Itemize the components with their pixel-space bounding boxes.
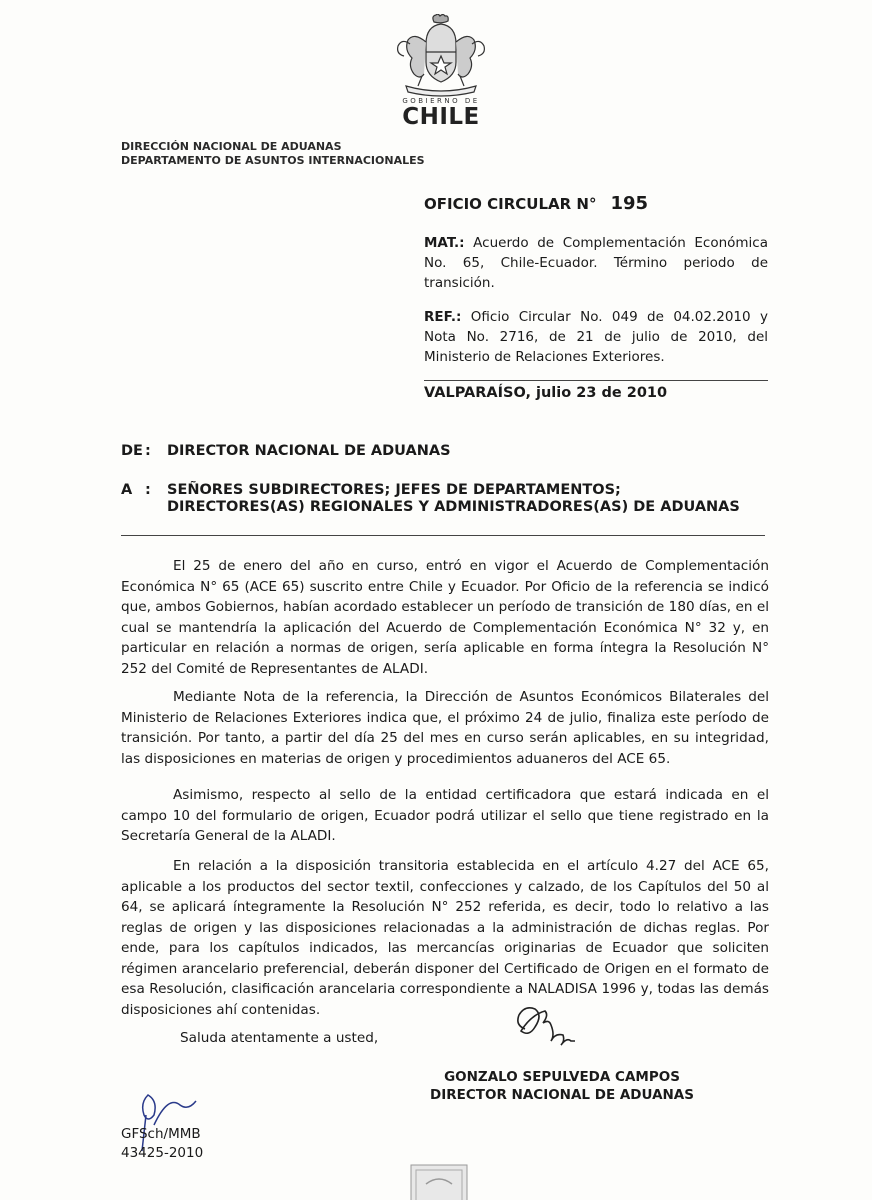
to-colon: : xyxy=(145,482,151,498)
to-line xyxy=(121,482,621,498)
subject-block xyxy=(424,233,768,293)
reference-block xyxy=(424,307,768,367)
department-name: DEPARTAMENTO DE ASUNTOS INTERNACIONALES xyxy=(121,154,425,167)
from-line xyxy=(121,443,451,459)
subject-label: MAT.: xyxy=(424,235,465,251)
director-signature xyxy=(505,995,595,1055)
body-paragraph-3: Asimismo, respecto al sello de la entidad certificadora que estará indicada en el campo 10 del formulario de origen, Ecuador podrá utilizar el sello que tiene registrado en la Secretaría General de la ALADI. xyxy=(121,787,769,844)
country-logo-text: CHILE xyxy=(402,104,480,130)
to-text-line1: SEÑORES SUBDIRECTORES; JEFES DE DEPARTAMENTOS; xyxy=(167,482,621,498)
from-text: DIRECTOR NACIONAL DE ADUANAS xyxy=(167,443,451,459)
body-paragraph-4: En relación a la disposición transitoria establecida en el artículo 4.27 del ACE 65, aplicable a los productos del sector textil, confecciones y calzado, de los Capítulos del 50 al 64, se aplicará íntegramente la Resolución N° 252 referida, es decir, todo lo relativo a las reglas de origen y las disposiciones relacionadas a la administración de dichas reglas. Por ende, para los capítulos indicados, las mercancías originarias de Ecuador que soliciten régimen arancelario preferencial, deberán disponer del Certificado de Origen en el formato de esa Resolución, clasificación arancelaria correspondiente a NALADISA 1996 y, todas las demás disposiciones ahí contenidas. xyxy=(121,858,769,1018)
closing-salutation: Saluda atentamente a usted, xyxy=(180,1030,379,1046)
body-paragraph-1: El 25 de enero del año en curso, entró en vigor el Acuerdo de Complementación Económica N° 65 (ACE 65) suscrito entre Chile y Ecuador. Por Oficio de la referencia se indicó que, ambos Gobiernos, habían acordado establecer un período de transición de 180 días, en el cual se mantendría la aplicación del Acuerdo de Complementación Económica N° 32 y, en particular en relación a normas de origen, sería aplicable en forma íntegra la Resolución N° 252 del Comité de Representantes de ALADI. xyxy=(121,558,769,677)
chile-coat-of-arms-icon xyxy=(392,14,490,98)
header-rule xyxy=(121,535,765,536)
reference-label: REF.: xyxy=(424,309,462,325)
from-colon: : xyxy=(145,443,151,459)
reference-text: Oficio Circular No. 049 de 04.02.2010 y Nota No. 2716, de 21 de julio de 2010, del Ministerio de Relaciones Exteriores. xyxy=(424,309,768,365)
circular-number: 195 xyxy=(610,193,649,214)
to-label: A xyxy=(121,482,133,498)
signatory-title: DIRECTOR NACIONAL DE ADUANAS xyxy=(430,1087,694,1103)
body-paragraph-2: Mediante Nota de la referencia, la Dirección de Asuntos Económicos Bilaterales del Ministerio de Relaciones Exteriores indica que, el próximo 24 de julio, finaliza este período de transición. Por tanto, a partir del día 25 del mes en curso serán aplicables, en su integridad, las disposiciones en materias de origen y procedimientos aduaneros del ACE 65. xyxy=(121,689,769,767)
agency-stamp-icon xyxy=(410,1164,468,1200)
organization-name: DIRECCIÓN NACIONAL DE ADUANAS xyxy=(121,140,342,153)
circular-heading xyxy=(424,193,648,214)
date-rule xyxy=(424,380,768,381)
to-text-line2: DIRECTORES(AS) REGIONALES Y ADMINISTRADORES(AS) DE ADUANAS xyxy=(167,499,740,515)
reference-number: 43425-2010 xyxy=(121,1145,204,1161)
place-date: VALPARAÍSO, julio 23 de 2010 xyxy=(424,385,668,401)
from-label: DE xyxy=(121,443,143,459)
subject-text: Acuerdo de Complementación Económica No. 65, Chile-Ecuador. Término periodo de transición. xyxy=(424,235,769,291)
circular-label: OFICIO CIRCULAR N° xyxy=(424,195,597,213)
government-label: GOBIERNO DE xyxy=(402,97,480,105)
signatory-name: GONZALO SEPULVEDA CAMPOS xyxy=(444,1069,680,1085)
reference-initials: GFSch/MMB xyxy=(121,1126,201,1142)
